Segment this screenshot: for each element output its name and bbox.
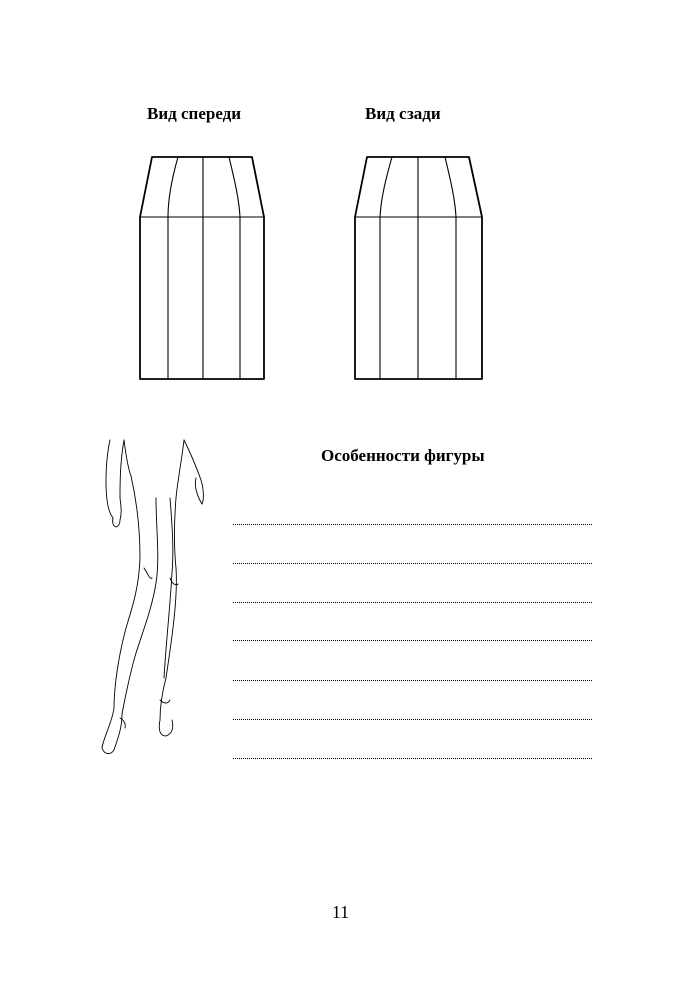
figure-left-leg-outer: [102, 476, 140, 754]
back-view-heading: Вид сзади: [365, 104, 441, 123]
features-input-line[interactable]: [233, 758, 592, 759]
figure-right-hand: [195, 478, 202, 504]
front-skirt-seam-right: [229, 157, 240, 379]
front-view-heading: Вид спереди: [147, 104, 242, 123]
figure-arm-inner: [120, 440, 124, 520]
figure-right-leg-inner: [164, 498, 173, 678]
figure-arm-outer: [106, 440, 113, 518]
figure-hip-right: [184, 440, 203, 504]
figure-knee-left: [144, 568, 152, 578]
figure-left-leg-inner: [122, 498, 158, 714]
features-input-line[interactable]: [233, 719, 592, 720]
back-skirt-seam-left: [380, 157, 392, 379]
figure-waist: [124, 440, 131, 476]
figure-features-heading: Особенности фигуры: [321, 446, 485, 465]
features-input-line[interactable]: [233, 680, 592, 681]
page-number: 11: [331, 902, 350, 922]
features-input-line[interactable]: [233, 524, 592, 525]
features-input-line[interactable]: [233, 640, 592, 641]
features-input-line[interactable]: [233, 563, 592, 564]
front-skirt-seam-left: [168, 157, 178, 379]
features-input-line[interactable]: [233, 602, 592, 603]
figure-hand: [113, 518, 120, 527]
fashion-figure-sketch: [98, 438, 218, 763]
back-skirt-sketch: [354, 156, 486, 382]
back-skirt-seam-right: [445, 157, 456, 379]
front-skirt-sketch: [138, 156, 268, 382]
front-skirt-outline: [140, 157, 264, 379]
figure-right-leg-outer: [159, 440, 184, 736]
